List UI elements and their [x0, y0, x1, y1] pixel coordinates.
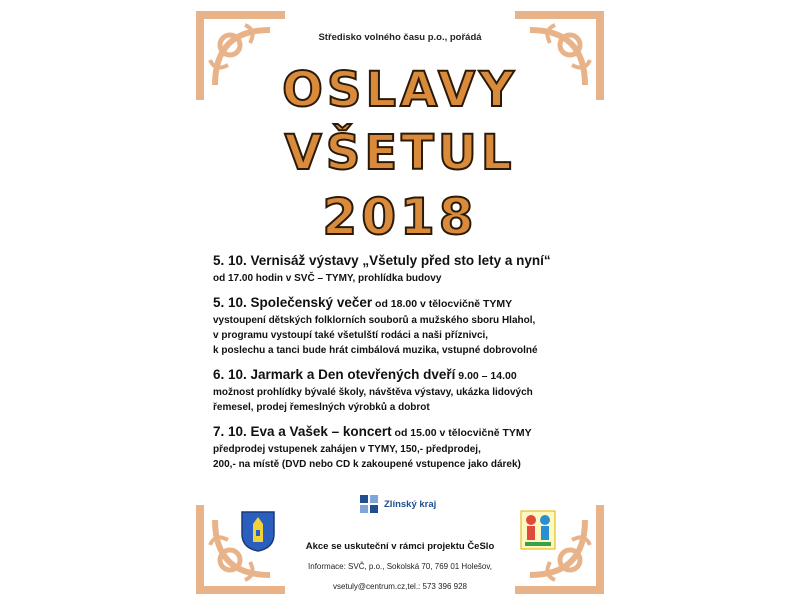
region-mark-icon — [360, 495, 378, 513]
event-heading — [213, 252, 595, 271]
event-detail-line: 200,- na místě (DVD nebo CD k zakoupené vstupence jako dárek) — [213, 459, 521, 470]
event-heading-tail: od 15.00 v tělocvičně TYMY — [391, 427, 532, 439]
event-item — [213, 294, 595, 358]
event-heading — [213, 423, 595, 442]
contact-email-phone: vsetuly@centrum.cz,tel.: 573 396 928 — [333, 582, 467, 591]
event-detail-line: předprodej vstupenek zahájen v TYMY, 150,- předprodej, — [213, 444, 481, 455]
event-heading-tail: od 18.00 v tělocvičně TYMY — [372, 298, 513, 310]
zlin-region-logo — [360, 495, 436, 513]
event-detail-line: možnost prohlídky bývalé školy, návštěva výstavy, ukázka lidových — [213, 387, 533, 398]
event-heading — [213, 294, 595, 313]
event-details — [213, 385, 595, 415]
event-heading — [213, 366, 595, 385]
event-detail-line: k poslechu a tanci bude hrát cimbálová muzika, vstupné dobrovolné — [213, 345, 538, 356]
event-item — [213, 366, 595, 415]
organizer-line: Středisko volného času p.o., pořádá — [318, 32, 482, 43]
title-year: 2018 — [322, 188, 478, 246]
event-heading-main: 5. 10. Vernisáž výstavy „Všetuly před sto lety a nyní“ — [213, 253, 551, 268]
event-heading-tail: 9.00 – 14.00 — [455, 370, 517, 382]
event-item — [213, 252, 595, 286]
event-heading-main: 7. 10. Eva a Vašek – koncert — [213, 424, 392, 439]
event-details — [213, 271, 595, 286]
event-heading-main: 5. 10. Společenský večer — [213, 295, 373, 310]
event-item — [213, 423, 595, 472]
event-detail-line: v programu vystoupí také všetulští rodáci a naši příznivci, — [213, 330, 489, 341]
event-details — [213, 313, 595, 358]
event-detail-line: řemesel, prodej řemeslných výrobků a dobrot — [213, 402, 430, 413]
event-list — [213, 252, 595, 480]
event-heading-main: 6. 10. Jarmark a Den otevřených dveří — [213, 367, 456, 382]
contact-address: Informace: SVČ, p.o., Sokolská 70, 769 01 Holešov, — [308, 562, 492, 571]
title-line-2: VŠETUL — [284, 125, 516, 181]
region-name: Zlínský kraj — [384, 498, 437, 510]
event-detail-line: vystoupení dětských folklorních souborů a mužského sboru Hlahol, — [213, 315, 536, 326]
poster — [195, 10, 605, 595]
title-line-1: OSLAVY — [282, 62, 518, 118]
event-detail-line: od 17.00 hodin v SVČ – TYMY, prohlídka budovy — [213, 273, 442, 284]
project-note: Akce se uskuteční v rámci projektu ČeSlo — [305, 541, 495, 552]
event-details — [213, 442, 595, 472]
